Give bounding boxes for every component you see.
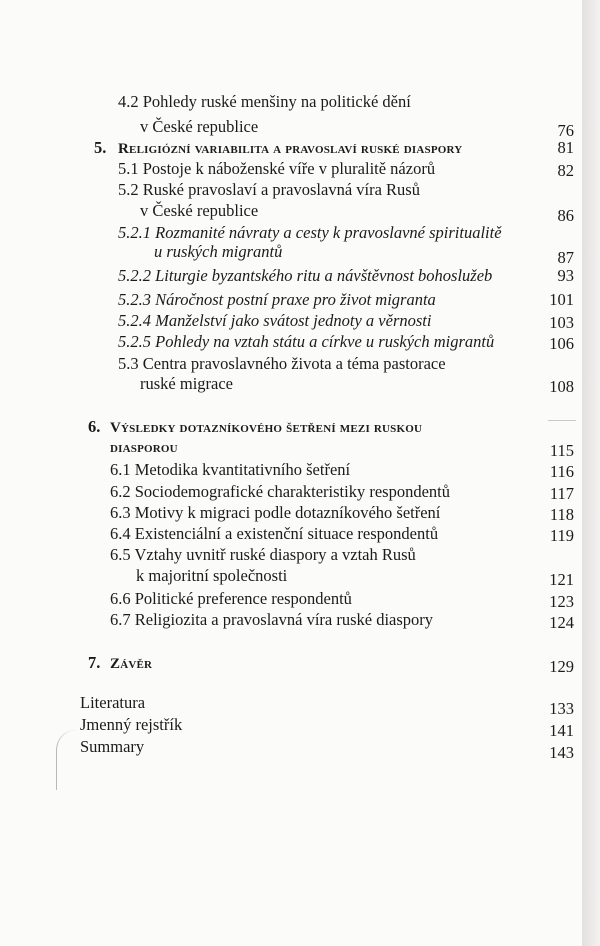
toc-page: 116 xyxy=(549,462,574,481)
toc-page: 108 xyxy=(549,377,574,396)
toc-label: 4.2 Pohledy ruské menšiny na politické dění xyxy=(118,92,411,111)
toc-page: 141 xyxy=(549,721,574,740)
toc-page: 117 xyxy=(549,484,574,503)
toc-label: 6.5 Vztahy uvnitř ruské diaspory a vztah Rusů xyxy=(110,545,416,564)
toc-label: 5.2.2 Liturgie byzantského ritu a návštěvnost bohoslužeb xyxy=(118,266,493,285)
toc-page: 101 xyxy=(549,290,574,309)
toc-page: 121 xyxy=(549,570,574,589)
toc-page: 123 xyxy=(549,592,574,611)
toc-label: 6.7 Religiozita a pravoslavná víra ruské diaspory xyxy=(110,610,434,629)
toc-page: 133 xyxy=(549,699,574,718)
toc-label: Summary xyxy=(80,737,145,756)
toc-label: 6.4 Existenciální a existenční situace respondentů xyxy=(110,524,439,543)
toc-label: 5.2.5 Pohledy na vztah státu a církve u ruských migrantů xyxy=(118,332,495,351)
toc-label: 5.3 Centra pravoslavného života a téma pastorace xyxy=(118,354,446,373)
toc-label: 5.2 Ruské pravoslaví a pravoslavná víra Rusů xyxy=(118,180,420,199)
toc-page: 76 xyxy=(557,121,574,140)
toc-page: 81 xyxy=(557,138,574,157)
toc-page: 118 xyxy=(549,505,574,524)
chapter-number: 7. xyxy=(88,653,101,672)
chapter-title: Religiózní variabilita a pravoslaví ruské diaspory xyxy=(118,141,463,157)
toc-label: Literatura xyxy=(80,693,146,712)
pencil-mark xyxy=(56,730,77,790)
toc-label: 5.2.1 Rozmanité návraty a cesty k pravoslavné spiritualitě xyxy=(118,223,502,242)
stray-mark xyxy=(548,420,576,421)
toc-label: 6.2 Sociodemografické charakteristiky respondentů xyxy=(110,482,450,501)
toc-label: 6.3 Motivy k migraci podle dotazníkového šetření xyxy=(110,503,441,522)
chapter-title: diasporou xyxy=(110,440,178,456)
toc-label: Jmenný rejstřík xyxy=(80,715,183,734)
toc-page: 124 xyxy=(549,613,574,632)
toc-page: 86 xyxy=(557,206,574,225)
toc-page: 119 xyxy=(549,526,574,545)
chapter-number: 6. xyxy=(88,417,101,436)
toc-page: 115 xyxy=(549,441,574,460)
toc-label: k majoritní společnosti xyxy=(136,566,288,585)
toc-label: v České republice xyxy=(140,117,259,136)
toc-page: 143 xyxy=(549,743,574,762)
toc-label: v České republice xyxy=(140,201,259,220)
toc-label: 5.2.3 Náročnost postní praxe pro život migranta xyxy=(118,290,436,309)
toc-page: 103 xyxy=(549,313,574,332)
toc-label: 5.2.4 Manželství jako svátost jednoty a věrnosti xyxy=(118,311,432,330)
toc-label: 6.6 Politické preference respondentů xyxy=(110,589,352,608)
toc-page: 82 xyxy=(557,161,574,180)
toc-page: 129 xyxy=(549,657,574,676)
toc-page: 93 xyxy=(557,266,574,285)
toc-label: 5.1 Postoje k náboženské víře v pluralitě názorů xyxy=(118,159,436,178)
toc-label: 6.1 Metodika kvantitativního šetření xyxy=(110,460,351,479)
chapter-title: Závěr xyxy=(110,656,153,672)
chapter-number: 5. xyxy=(94,138,107,157)
toc-label: u ruských migrantů xyxy=(154,242,283,261)
chapter-title: Výsledky dotazníkového šetření mezi ruskou xyxy=(110,420,423,436)
toc-page: 106 xyxy=(549,334,574,353)
toc-label: ruské migrace xyxy=(140,374,233,393)
toc-page: 87 xyxy=(557,248,574,267)
page-edge-shadow xyxy=(582,0,600,946)
